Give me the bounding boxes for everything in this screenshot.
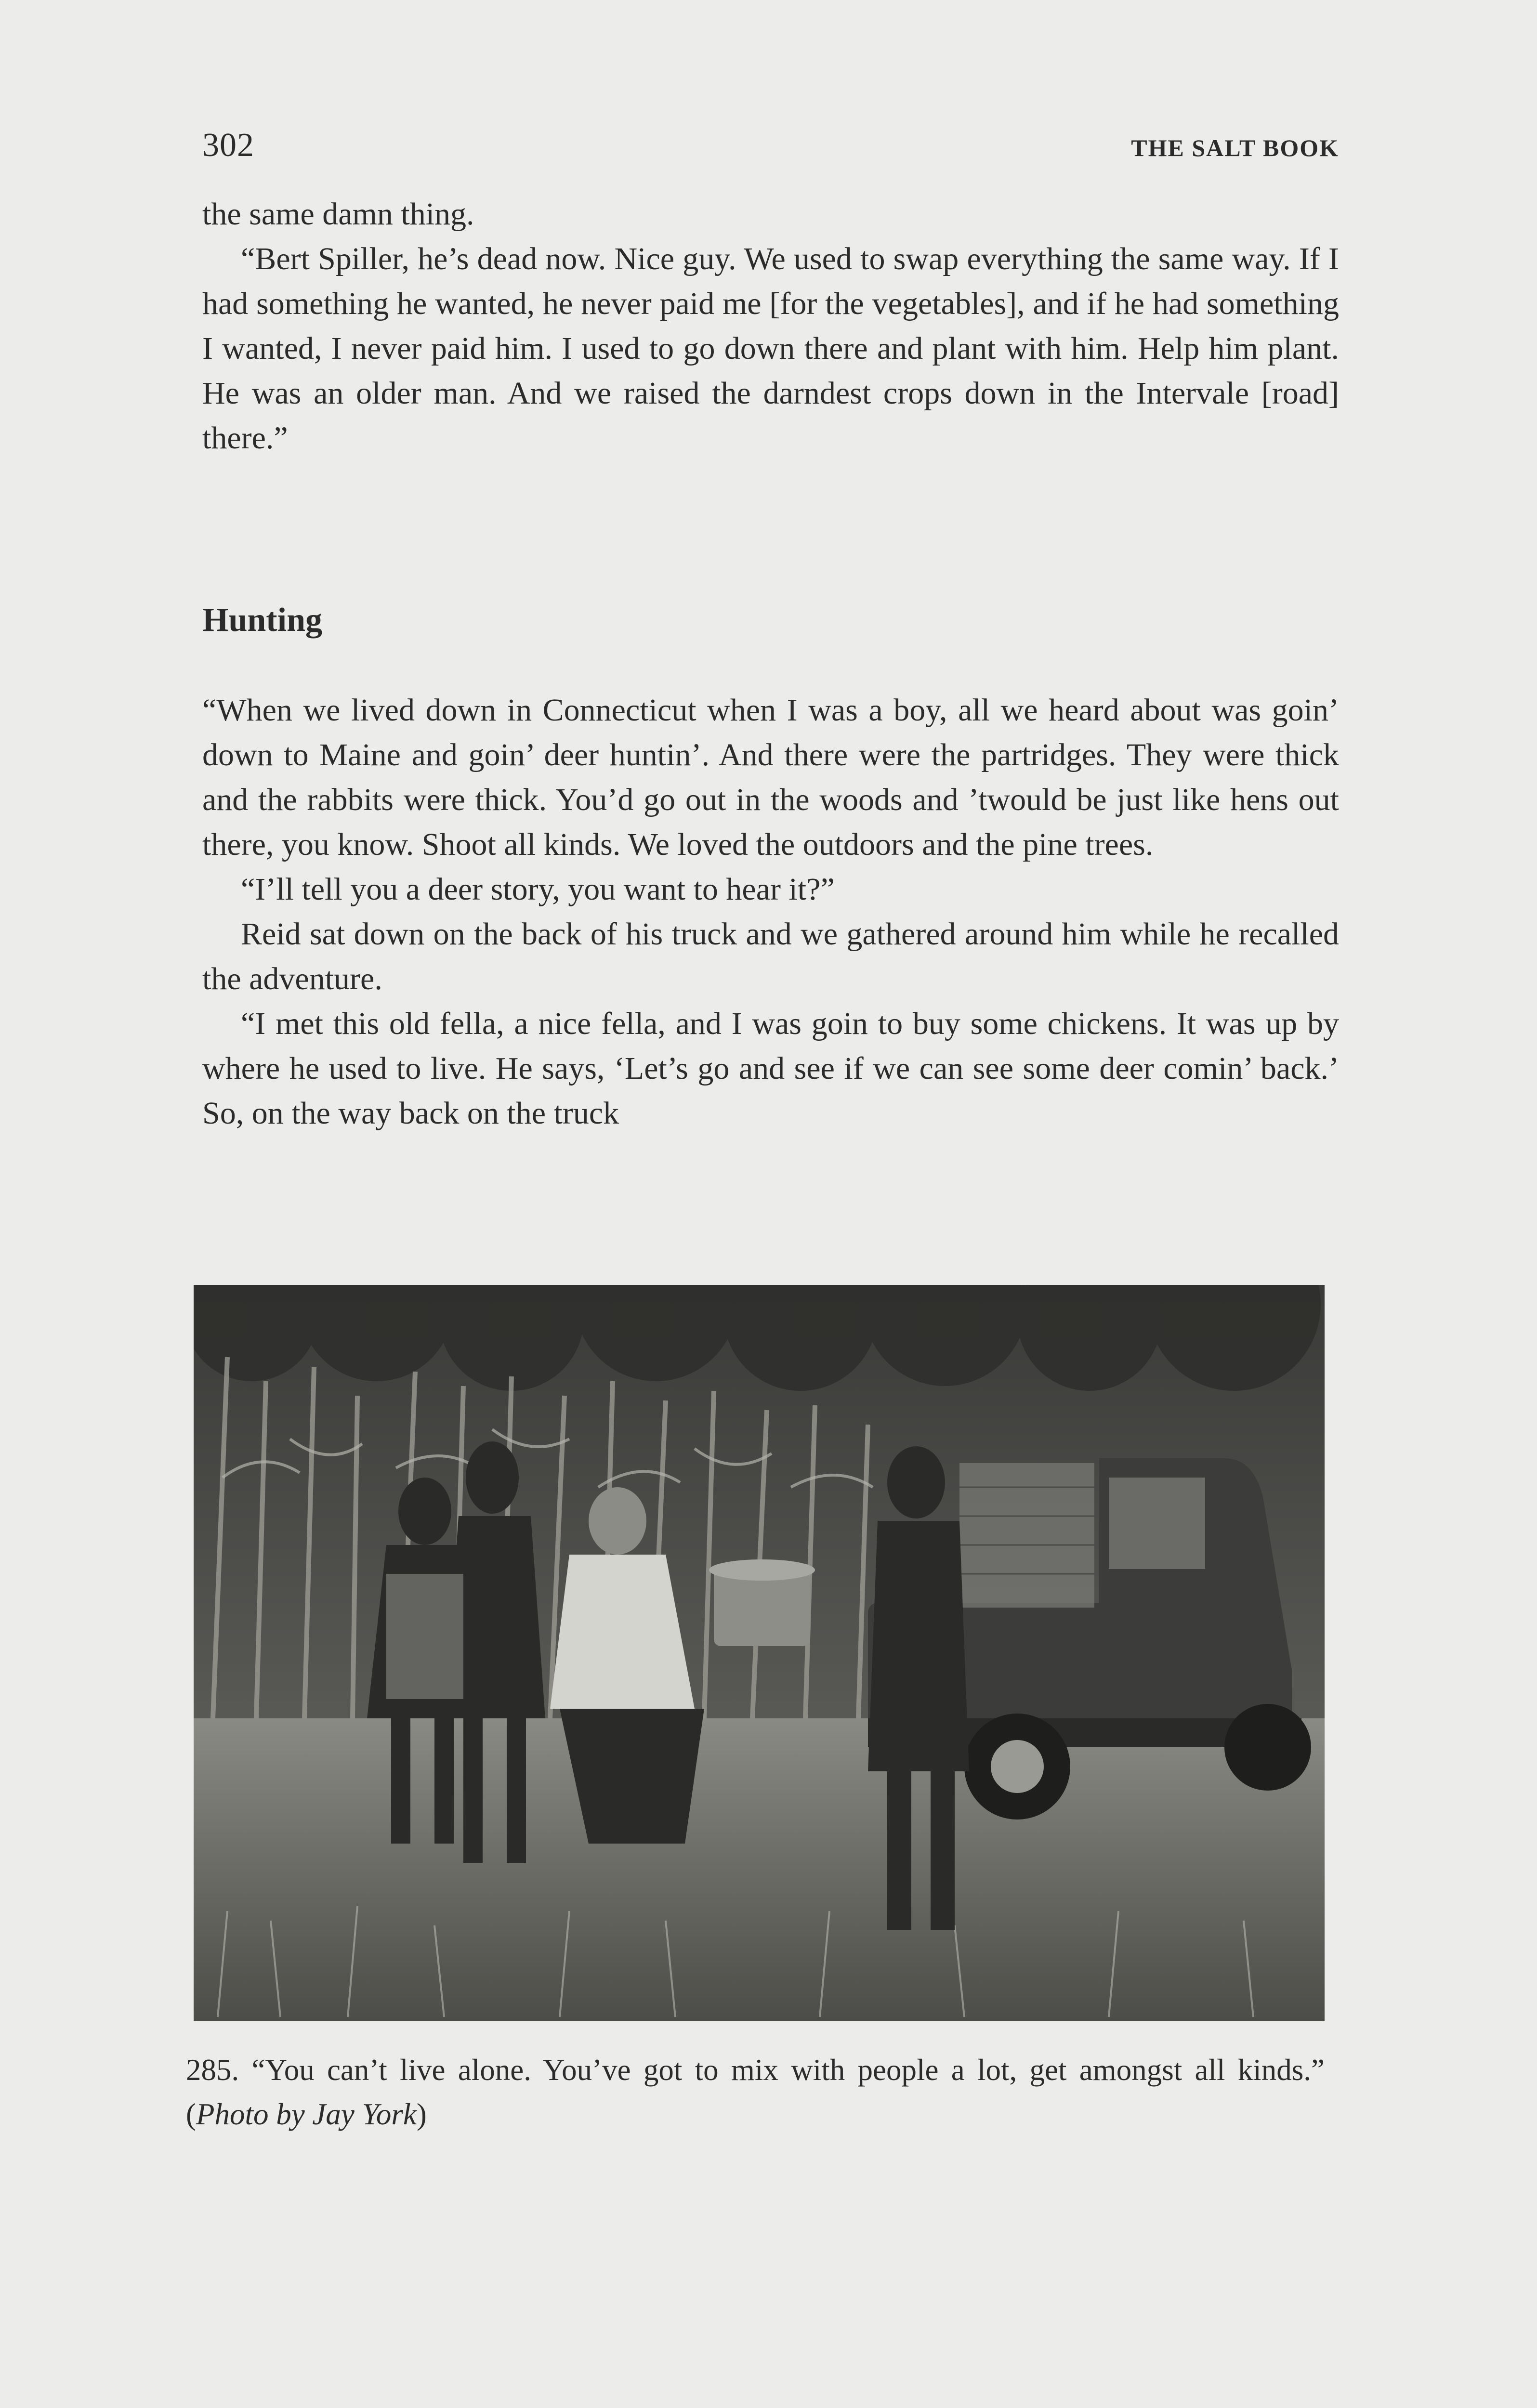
paragraph: the same damn thing. (202, 196, 474, 232)
photo-illustration (194, 1285, 1325, 2021)
photograph (194, 1285, 1325, 2021)
paragraph: “Bert Spiller, he’s dead now. Nice guy. We used to swap everything the same way. If I had something he wanted, he never paid me [for the vegetables], and if he had something I wanted, I never paid him. I used to go down there and plant with him. Help him plant. He was an older man. And we raised the darndest crops down in the Intervale [road] there.” (202, 241, 1339, 456)
photo-caption (186, 2048, 1325, 2136)
photo-credit: Photo by Jay York (196, 2097, 417, 2131)
running-head (202, 126, 1339, 170)
paragraph: Reid sat down on the back of his truck and we gathered around him while he recalled the adventure. (202, 916, 1339, 996)
paragraph: “I’ll tell you a deer story, you want to hear it?” (241, 872, 835, 907)
body-text-hunting (202, 688, 1339, 1136)
caption-text: 285. “You can’t live alone. You’ve got to mix with people a lot, get amongst all kinds.” ( (186, 2053, 1325, 2131)
paragraph: “I met this old fella, a nice fella, and I was goin to buy some chickens. It was up by where he used to live. He says, ‘Let’s go and see if we can see some deer comin’ back.’ So, on the way back on the truck (202, 1006, 1339, 1131)
caption-close: ) (416, 2097, 427, 2131)
book-title: THE SALT BOOK (1131, 134, 1339, 161)
page-number: 302 (202, 127, 254, 164)
section-heading: Hunting (202, 602, 322, 639)
body-text-top (202, 192, 1339, 460)
paragraph: “When we lived down in Connecticut when I was a boy, all we heard about was goin’ down to Maine and goin’ deer huntin’. And there were the partridges. They were thick and the rabbits were thick. You’d go out in the woods and ’twould be just like hens out there, you know. Shoot all kinds. We loved the outdoors and the pine trees. (202, 693, 1339, 862)
